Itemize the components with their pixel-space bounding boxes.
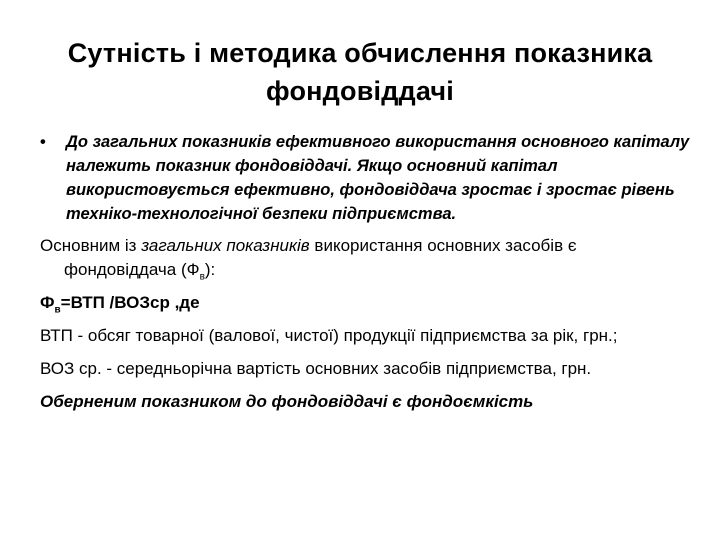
para1-text-a: Основним із (40, 236, 142, 255)
formula-symbol: Ф (40, 293, 55, 312)
para1-text-c: використання основних засобів є фондовіддача (Ф (64, 236, 577, 279)
para1-subscript: в (199, 271, 205, 283)
definition-vtp: ВТП - обсяг товарної (валової, чистої) продукції підприємства за рік, грн.; (40, 326, 618, 345)
formula-text: =ВТП /ВОЗср ,де (60, 293, 200, 312)
slide-content (40, 130, 690, 423)
slide-title: Сутність і методика обчислення показника фондовіддачі (67, 38, 653, 106)
bullet-icon: • (40, 133, 46, 151)
formula (40, 291, 690, 315)
formula-subscript: в (54, 304, 61, 316)
closing-statement: Оберненим показником до фондовіддачі є фондоємкість (40, 392, 534, 411)
para1-text-italic: загальних показників (141, 236, 310, 255)
definition-voz: ВОЗ ср. - середньорічна вартість основних засобів підприємства, грн. (40, 359, 592, 378)
bullet-text: До загальних показників ефективного використання основного капіталу належить показник фондовіддачі. Якщо основний капітал використовується ефективно, фондовіддача зростає і зростає рівень техніко-технологічної безпеки підприємства. (66, 133, 690, 223)
bullet-paragraph (40, 130, 690, 226)
main-indicator-paragraph (40, 234, 690, 282)
para1-text-d: ): (204, 260, 216, 279)
